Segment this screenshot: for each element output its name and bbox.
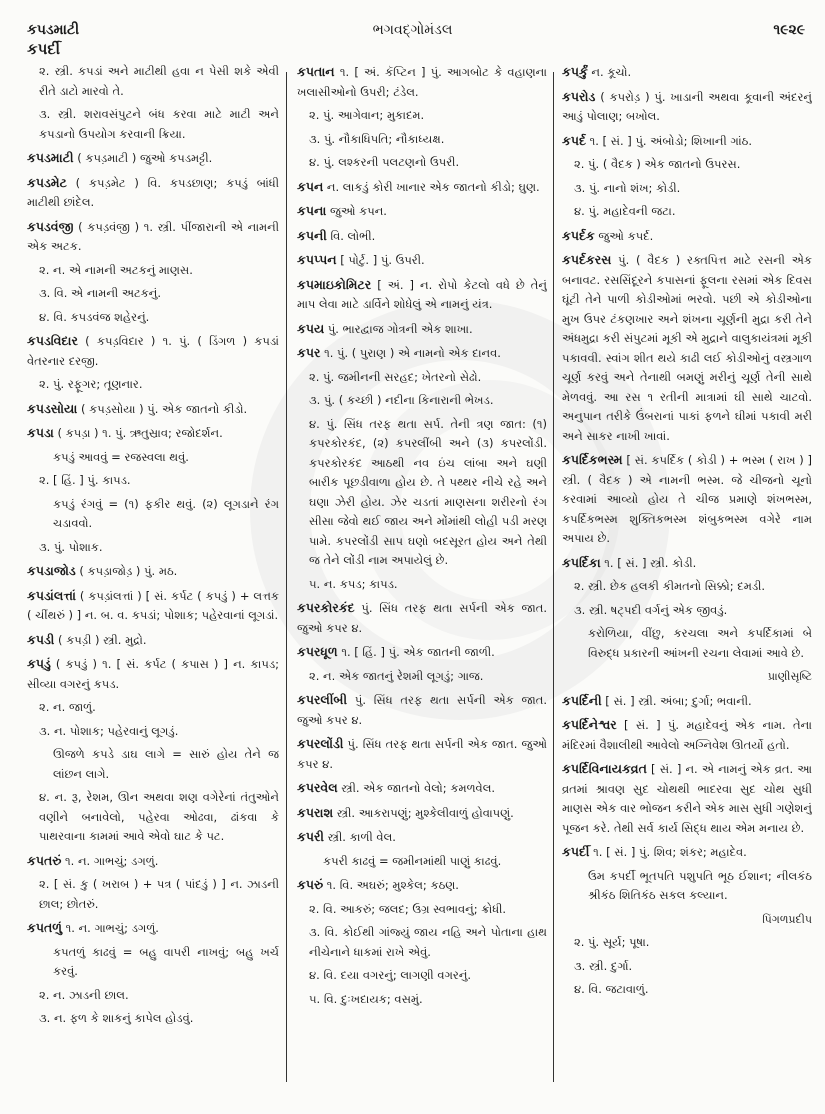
dictionary-entry [562,226,812,247]
definition: ( કપડ઼ું ) ૧. [ સં. કર્પટ ( કપાસ ) ] ન. કાપડ; સીવ્યા વગરનું કપડ. [27,657,279,691]
definition: [ સં. ] પું. મહાદેવનું એક નામ. તેના મંદિરમાં વૈશાલીથી આવેલો અગ્નિવેશ ઊતર્યો હતો. [562,718,812,752]
sense-definition: ૨. સ્ત્રી. છેક હલકી કીમતનો સિક્કો; દમડી. [574,579,766,593]
dictionary-entry [27,918,279,939]
headword: કપતરું [27,852,62,868]
headword: કપડમાટી [27,150,74,165]
idiom-example: કપડું આવવું = રજસ્વલા થવું. [53,449,189,464]
sense-definition: ૩. પું. નૌકાધિપતિ; નૌકાધ્યક્ષ. [309,131,445,146]
definition: ૧. [ અં. કૅપ્ટિન ] પું. આગબોટ કે વહાણના ખલાસીઓનો ઉપરી; ટંડેલ. [297,65,547,99]
headword: કપરવેલ [297,780,338,795]
idiom-example: કરોળિયા, વીંછુ, કરચલા અને કપર્દિકામાં બે વિરુદ્ધ પ્રકારની આંખની રચના લેવામાં આવે છે. [588,626,812,660]
dictionary-entry [297,598,547,638]
headword: કપરલીંબી [297,692,348,707]
headword: કપરકોરકંદ [297,600,355,615]
dictionary-entry [297,642,547,663]
guide-word-first: કપડમાટી [27,22,80,38]
sense-definition: ૨. પું. સૂર્ય; પૂષા. [574,935,650,949]
dictionary-entry [562,842,812,863]
dictionary-entry [27,630,279,651]
dictionary-entry [297,319,547,340]
headword: કપમાઇકોમિટર [297,276,372,292]
definition: સ્ત્રી. કાળી વેલ. [327,830,396,844]
sense-definition: ૪. પું. સિંધ તરફ થતા સર્પ. તેની ત્રણ જાત: (૧) કપરકોરકંદ, (૨) કપરલીંબી અને (૩) કપરલોંડી. કપરકોરકંદ આઠથી નવ ઇંચ લાંબા અને ઘણી બારીક પૂછડીવાળા હોય છે. તે પથ્થર નીચે રહે અને ઘણા ઝેરી હોય. ઝેર ચડતાં માણસના શરીરનો રંગ સીસા જેવો થઈ જાય અને મોંમાંથી લોહી પડી મરણ પામે. કપરલોંડી સાપ ઘણો બદસૂરત હોય અને તેથી જ તેને લોંડી નામ અપાયેલું છે. [309,416,547,567]
sense-definition: ૪. પું. લશ્કરની પલટણનો ઉપરી. [309,155,460,169]
headword: કપતાન [297,64,335,79]
sense-definition: ૪. પું. મહાદેવની જટા. [574,204,676,218]
definition: પું. ( વૈદક ) રક્તપિત્ત માટે રસની એક બનાવટ. રસસિંદૂરને કપાસનાં ફૂલના રસમાં એક દિવસ ઘૂંટી તેને પાળી કોડીઓમાં ભરવો. પછી એ કોડીઓના મુખ ઉપર ટંકણખાર અને શંખના ચૂર્ણની મુદ્રા કરી તેને અંધમુદ્રા કરી સંપુટમાં મૂકી એ મુદ્રાને વાલુકાયંત્રમાં મૂકી પકાવવી. સ્વાંગ શીત થયે કાઢી લઈ કોડીઓનું વસ્ત્રગાળ ચૂર્ણ કરવું અને તેનાથી બમણું મરીનું ચૂર્ણ તેની સાથે મેળવવું. આ રસ ૧ રતીની માત્રામાં ઘી સાથે ચાટવો. અનુપાન તરીકે ઉંબરાનાં પાકાં ફળને ઘીમાં પકાવી મરી અને સાકર નાખી ખાવાં. [562,253,812,443]
headword: કપર્દકરસ [562,252,612,267]
sense-definition: ૪. વિ. જટાવાળું. [574,982,649,996]
idiom-example: ઊજળે કપડે ડાઘ લાગે = સારું હોય તેને જ લાંછન લાગે. [53,747,279,781]
definition: ૧. પું. ( પુરાણ ) એ નામનો એક દાનવ. [324,346,501,360]
definition: વિ. લોભી. [330,228,376,243]
definition: ( કપડ઼ા ) ૧. પું. ઋતુસ્રાવ; રજોદર્શન. [57,426,223,440]
dictionary-entry [27,586,279,626]
dictionary-entry [562,62,812,83]
dictionary-entry [562,131,812,152]
headword: કપડમેટ [27,174,67,190]
definition: ૧. [ હિં. ] પું. એક જાતની જાળી. [341,645,495,659]
sense-definition: ૩. પું. પોશાક. [39,539,103,554]
sense-definition: ૪. ન. રૂ, રેશમ, ઊન અથવા શણ વગેરેનાં તંતુઓને વણીને બનાવેલો, પહેરવા ઓઢવા, ઢાંકવા કે પાથરવાના કામમાં આવે એવો ઘાટ કે પટ. [39,790,279,843]
dictionary-title: ભગવદ્‌ગોમંડલ [372,22,453,38]
dictionary-entry [562,759,812,838]
citation: પિંગળપ્રદીપ [762,912,812,926]
citation: પ્રાણીસૃષ્ટિ [767,670,812,683]
headword: કપડવિદાર [27,333,78,348]
sense-definition: ૨. [ હિં. ] પું. કાપડ. [39,473,131,487]
headword: કપરધૂળ [297,644,338,659]
definition: ( કપડ઼મેટ ) વિ. કપડછાણ; કપડું બાંધી માટીથી છાંદેલ. [27,175,279,209]
headword: કપતળું [27,920,62,935]
sense-definition: ૨. પું. રફૂગર; તૂણનાર. [39,377,143,391]
definition: [ અં. ] ન. રોપો કેટલો વધે છે તેનું માપ લેવા માટે ડાર્વિને શોધેલું એ નામનું યંત્ર. [297,277,547,311]
definition: સ્ત્રી. એક જાતનો વેલો; કમળવેલ. [341,781,496,795]
column-divider [286,72,287,1082]
sense-definition: ૨. [ સં. કુ ( ખરાબ ) + પત્ર ( પાંદડું ) ] ન. ઝાડની છાલ; છોતરું. [39,877,279,911]
dictionary-entry [562,715,812,755]
headword: કપના [297,203,327,218]
sense-definition: ૨. ન. એ નામની અટકનું માણસ. [39,262,193,277]
sense-definition: ૩. વિ. કોઈથી ગાંજ્યું જાય નહિ અને પોતાના હાથ નીચેનાને ધાકમાં રાખે એવું. [309,925,547,959]
headword: કપરી [297,829,324,844]
definition: ( કપડ઼વિદાર ) ૧. પું. ( ડિંગળ ) કપડાં વેતરનાર દરજી. [27,334,279,368]
sense-definition: ૨. વિ. આકરું; જલદ; ઉગ્ર સ્વભાવનું; ક્રોધી. [309,901,507,916]
definition: જુઓ કપર્દ. [598,228,654,243]
definition: જુઓ કપન. [329,204,387,218]
sense-definition: ૩. પું. ( કચ્છી ) નદીના કિનારાની ભેખડ. [309,393,494,407]
dictionary-entry [562,450,812,549]
definition: ( કપડ઼વંજી ) ૧. સ્ત્રી. પીંજારાની એ નામની એક અટક. [27,219,279,253]
sense-definition: ૩. વિ. એ નામની અટકનું. [39,286,162,300]
dictionary-entry [297,734,547,774]
headword: કપરાશ [297,804,334,820]
headword: કપર્દિની [562,692,602,708]
headword: કપડસોયા [27,400,78,416]
sense-definition: ૩. સ્ત્રી. દુર્ગા. [574,958,633,973]
dictionary-entry [27,399,279,420]
dictionary-entry [297,803,547,824]
idiom-example: કપતળું કાઢવું = બહુ વાપરી નાખવું; બહુ ખર્ચ કરવું. [53,944,279,978]
definition: પું. સિંધ તરફ થતા સર્પની એક જાત. જુઓ કપર ૪. [297,693,547,727]
definition: પું. સિંધ તરફ થતા સર્પની એક જાત. જુઓ કપર ૪. [297,601,547,635]
idiom-example: કપડું રંગવું = (૧) ફકીર થવું. (૨) લૂગડાને રંગ ચડાવવો. [53,496,279,530]
sense-definition: ૩. પું. નાનો શંખ; કોડી. [574,180,681,195]
headword: કપડવંજી [27,218,74,234]
sense-definition: ૨. ન. ઝાડની છાલ. [39,987,129,1002]
sense-definition: ૫. વિ. દુઃખદાયક; વસમું. [309,991,423,1006]
sense-definition: ૩. ન. પોશાક; પહેરવાનું લૂગડું. [39,723,179,738]
definition: ૧. [ સં. ] સ્ત્રી. કોડી. [604,555,697,570]
sense-definition: ૪. વિ. દયા વગરનું; લાગણી વગરનું. [309,968,472,982]
definition: ૧. [ સં. ] પું. અંબોડો; શિખાની ગાંઠ. [589,133,752,148]
dictionary-entry [297,177,547,198]
headword: કપપ્પન [297,252,337,267]
definition: ૧. ન. ગાભચું; ડગળું. [65,853,159,868]
sense-definition: ૩. સ્ત્રી. શરાવસંપુટને બંધ કરવા માટે માટી અને કપડાનો ઉપયોગ કરવાની ક્રિયા. [39,107,279,141]
headword: કપડા [27,425,54,440]
sense-definition: ૨. સ્ત્રી. કપડાં અને માટીથી હવા ન પેસી શકે એવી રીતે ડાટો મારવો તે. [39,64,279,98]
column-1 [27,62,279,1092]
guide-word-last: કપર્દી [27,40,61,58]
definition: ( કપડ઼ી ) સ્ત્રી. મુદ્રો. [58,632,147,647]
dictionary-entry [297,690,547,730]
headword: કપરલોંડી [297,736,344,751]
headword: કપડું [27,656,51,671]
dictionary-entry [297,250,547,271]
dictionary-entry [562,691,812,712]
dictionary-entry [562,87,812,127]
definition: ન. કૂચો. [591,65,632,79]
headword: કપર [297,345,321,360]
sense-definition: ૨. પું. ( વૈદક ) એક જાતનો ઉપરસ. [574,157,741,171]
dictionary-entry [297,275,547,315]
dictionary-entry [27,148,279,169]
dictionary-entry [297,201,547,222]
dictionary-entry [297,778,547,799]
definition: સ્ત્રી. આકરાપણું; મુશ્કેલીવાળું હોવાપણું. [336,805,514,820]
dictionary-entry [297,226,547,247]
headword: કપડાંલત્તાં [27,587,76,603]
dictionary-entry [562,250,812,446]
sense-definition: ૫. ન. કપડ; કાપડ. [309,576,398,591]
definition: [ પોર્ટુ. ] પું. ઉપરી. [340,253,425,267]
dictionary-entry [27,331,279,371]
sense-definition: ૨. ન. જાળું. [39,700,96,714]
column-3 [562,62,812,1092]
headword: કપરું [297,877,324,892]
column-2 [297,62,547,1092]
headword: કપર્દ [562,132,586,148]
definition: ( કપરોડ઼ ) પું. ખાડાની અથવા કૂવાની અંદરનું આડું પોલાણ; બખોલ. [562,89,812,123]
dictionary-entry [27,217,279,257]
definition: ( કપડ઼માટી ) જુઓ કપડમટ્ટી. [77,151,213,165]
definition: ( કપડ઼સોયા ) પું. એક જાતનો કીડો. [81,401,248,416]
definition: ન. લાકડું કોરી ખાનાર એક જાતનો કીડો; ઘુણ. [326,179,540,194]
sense-definition: ૨. પું. જમીનની સરહદ; ખેતરનો સેઢો. [309,369,482,384]
headword: કપર્દક [562,227,595,243]
dictionary-entry [297,62,547,102]
headword: કપરોડ [562,88,596,104]
dictionary-entry [27,654,279,694]
dictionary-entry [27,851,279,872]
sense-definition: ૪. વિ. કપડવંજ શહેરનું. [39,309,150,324]
page-number: ૧૯૨૯ [773,22,805,38]
definition: ૧. ન. ગાભચું; ડગળું. [65,921,159,935]
page-header [0,0,825,58]
dictionary-entry [27,561,279,582]
headword: કપર્દિનેશ્વર [562,717,617,732]
headword: કપય [297,320,325,336]
headword: કપડી [27,631,55,647]
dictionary-entry [27,173,279,213]
definition: ૧. વિ. અઘરું; મુશ્કેલ; કઠણ. [326,878,459,892]
sense-definition: ૩. સ્ત્રી. ષટ્પદી વર્ગનું એક જીવડું. [574,602,728,617]
headword: કપર્દિવિનાયકવ્રત [562,761,647,776]
sense-definition: ૩. ન. ફળ કે શાકનું કાપેલ હોડવું. [39,1011,194,1025]
column-divider [553,72,554,1082]
definition: [ સં. ] ન. એ નામનું એક વ્રત. આ વ્રતમાં શ્રાવણ સુદ ચોથથી ભાદરવા સુદ ચોથ સુધી માણસ એક વાર ભોજન કરીને એક માસ સુધી ગણેશનું પૂજન કરે. તેથી સર્વ કાર્ય સિદ્ધ થાય એમ મનાય છે. [562,762,812,835]
definition: [ સં. ] સ્ત્રી. અંબા; દુર્ગા; ભવાની. [605,693,752,708]
headword: કપની [297,227,327,243]
dictionary-entry [297,875,547,896]
headword: કપન [297,178,324,194]
definition: ( કપડ઼ાજોડ઼ ) પું. મઠ. [79,564,178,578]
definition: [ સં. કપર્દિક ( કોડી ) + ભસ્મ ( રાખ ) ] સ્ત્રી. ( વૈદક ) એ નામની ભસ્મ. જે ચીજનો ચૂનો કરવામાં આવ્યો હોય તે ચીજ પ્રમાણે શંખભસ્મ, કપર્દિકભસ્મ શુક્તિકભસ્મ શંબુકભસ્મ વગેરે નામ અપાય છે. [562,453,812,545]
sense-definition: ૨. ન. એક જાતનું રેશમી લૂગડું; ગાજ. [309,668,484,683]
dictionary-entry [27,423,279,444]
headword: કપડાજોડ [27,563,76,578]
headword: કપર્દિકભસ્મ [562,452,623,467]
dictionary-entry [562,553,812,574]
dictionary-columns [22,62,812,1092]
definition: પું. ભારદ્વાજ ગોત્રની એક શાખા. [327,321,473,336]
definition: ( કપડ઼ાંલત્તાં ) [ સં. કર્પટ ( કપડું ) + લત્તક ( ચીંથરું ) ] ન. બ. વ. કપડાં; પોશાક; પહેરવાનાં લૂગડાં. [27,588,279,622]
definition: ૧. [ સં. ] પું. શિવ; શંકર; મહાદેવ. [593,845,747,859]
definition: પું. સિંધ તરફ થતા સર્પની એક જાત. જુઓ કપર ૪. [297,737,547,771]
dictionary-entry [297,827,547,848]
headword: કપર્દિકા [562,554,601,570]
sense-definition: ૨. પું. આગેવાન; મુકાદમ. [309,108,425,122]
headword: કપર્દી [562,844,590,859]
idiom-example: ઉમ કપર્દી ભૂતપતિ પશુપતિ ભૂઠ ઈશાન; નીલકંઠ શ્રીકંઠ શિતિકંઠ સકલ કલ્યાન. [588,868,812,902]
idiom-example: કપરી કાઢવું = જમીનમાંથી પાણું કાઢવું. [323,853,502,868]
dictionary-entry [297,343,547,364]
headword: કપર્કું [562,64,588,79]
